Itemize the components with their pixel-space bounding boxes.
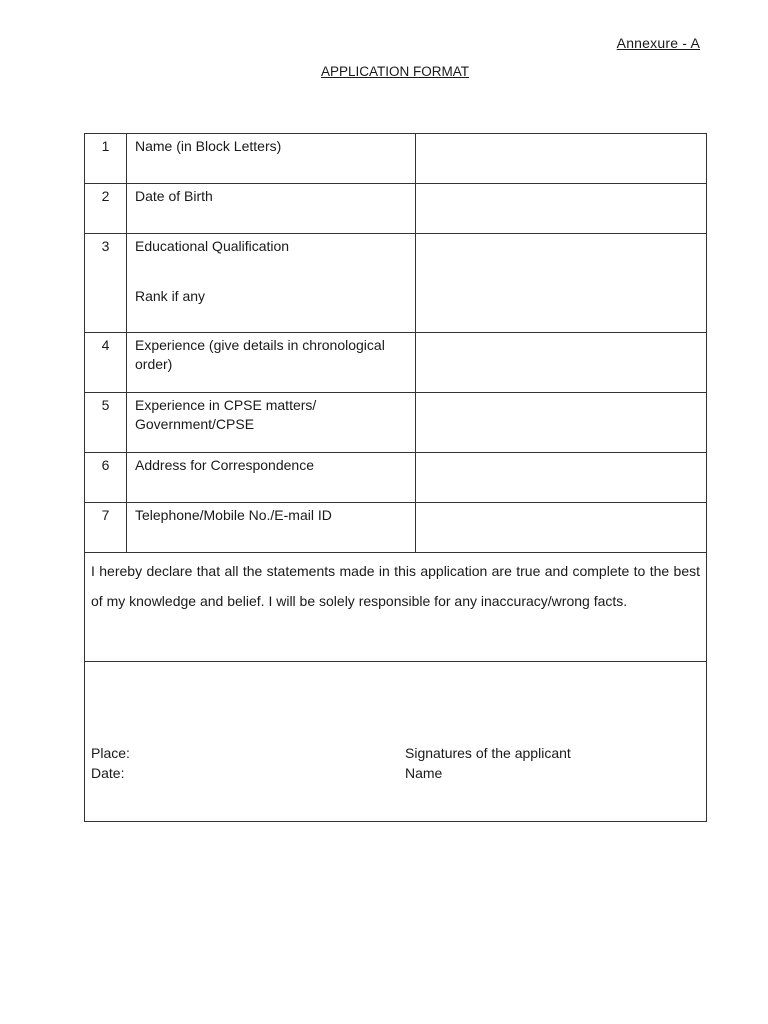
row-label: Date of Birth: [127, 184, 416, 234]
declaration-text: I hereby declare that all the statements made in this application are true and complete to the best of my knowledge and belief. I will be solely responsible for any inaccuracy/wrong facts.: [85, 553, 707, 662]
annexure-label: Annexure - A: [616, 35, 700, 51]
row-number: 3: [85, 234, 127, 333]
row-label: Experience in CPSE matters/ Government/CPSE: [127, 393, 416, 453]
signature-block: [405, 743, 571, 783]
signature-label: Signatures of the applicant: [405, 745, 571, 761]
address-value-field[interactable]: [416, 453, 707, 503]
row-label: Name (in Block Letters): [127, 134, 416, 184]
contact-value-field[interactable]: [416, 503, 707, 553]
table-row: [85, 134, 707, 184]
place-label: Place:: [91, 745, 130, 761]
cpse-experience-value-field[interactable]: [416, 393, 707, 453]
row-label: Address for Correspondence: [127, 453, 416, 503]
qualification-value-field[interactable]: [416, 234, 707, 333]
name-label: Name: [405, 765, 443, 781]
date-label: Date:: [91, 765, 125, 781]
name-value-field[interactable]: [416, 134, 707, 184]
table-row: [85, 393, 707, 453]
table-row: [85, 184, 707, 234]
row-number: 6: [85, 453, 127, 503]
signature-row: [85, 662, 707, 822]
table-row: [85, 503, 707, 553]
row-label: Experience (give details in chronological order): [127, 333, 416, 393]
table-row: [85, 333, 707, 393]
form-title: APPLICATION FORMAT: [320, 64, 469, 79]
row-number: 1: [85, 134, 127, 184]
place-date-block: [91, 743, 130, 783]
experience-value-field[interactable]: [416, 333, 707, 393]
dob-value-field[interactable]: [416, 184, 707, 234]
row-number: 4: [85, 333, 127, 393]
table-row: [85, 234, 707, 333]
signature-cell: [85, 662, 707, 822]
row-sub-label: Rank if any: [135, 288, 206, 304]
row-number: 7: [85, 503, 127, 553]
row-label: Educational Qualification: [135, 238, 290, 254]
row-label-group: [127, 234, 416, 333]
row-label: Telephone/Mobile No./E-mail ID: [127, 503, 416, 553]
declaration-row: [85, 553, 707, 662]
row-number: 5: [85, 393, 127, 453]
table-row: [85, 453, 707, 503]
application-form-table: [84, 133, 707, 822]
row-number: 2: [85, 184, 127, 234]
